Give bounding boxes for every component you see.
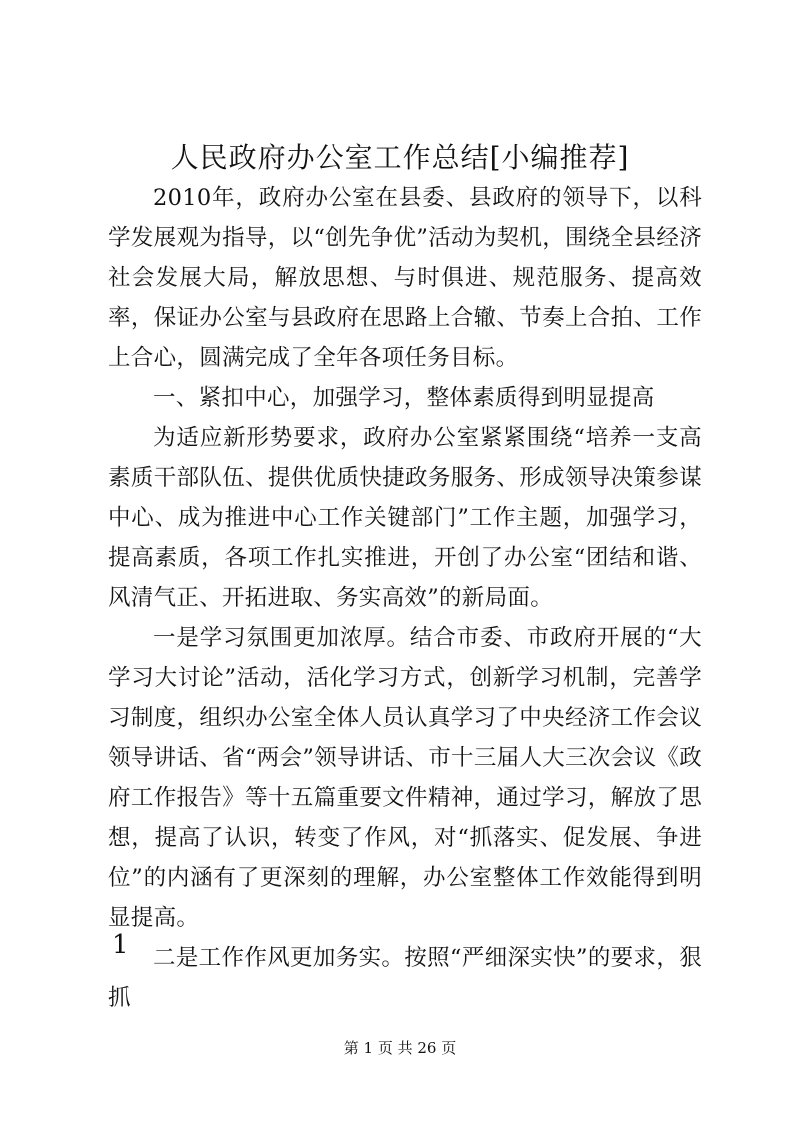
document-title: 人民政府办公室工作总结[小编推荐] xyxy=(170,141,630,174)
document-body xyxy=(108,178,702,1018)
paragraph-section-1: 为适应新形势要求，政府办公室紧紧围绕“培养一支高素质干部队伍、提供优质快捷政务服务、形成领导决策参谋中心、成为推进中心工作关键部门”工作主题，加强学习，提高素质，各项工作扎实推进，开创了办公室“团结和谐、风清气正、开拓进取、务实高效”的新局面。 xyxy=(108,425,702,611)
paragraph-point-1: 一是学习氛围更加浓厚。结合市委、市政府开展的“大学习大讨论”活动，活化学习方式，创新学习机制，完善学习制度，组织办公室全体人员认真学习了中央经济工作会议领导讲话、省“两会”领导讲话、市十三届人大三次会议《政府工作报告》等十五篇重要文件精神，通过学习，解放了思想，提高了认识，转变了作风，对“抓落实、促发展、争进位”的内涵有了更深刻的理解，办公室整体工作效能得到明显提高。 xyxy=(108,625,702,931)
paragraph-intro: 2010年，政府办公室在县委、县政府的领导下，以科学发展观为指导，以“创先争优”活动为契机，围绕全县经济社会发展大局，解放思想、与时俱进、规范服务、提高效率，保证办公室与县政府在思路上合辙、节奏上合拍、工作上合心，圆满完成了全年各项任务目标。 xyxy=(108,185,702,371)
page-footer: 第 1 页 共 26 页 xyxy=(343,1039,457,1057)
paragraph-point-2: 二是工作作风更加务实。按照“严细深实快”的要求，狠抓 xyxy=(108,945,702,1011)
page-number: 1 xyxy=(112,930,129,960)
section-heading-1: 一、紧扣中心，加强学习，整体素质得到明显提高 xyxy=(153,385,655,411)
